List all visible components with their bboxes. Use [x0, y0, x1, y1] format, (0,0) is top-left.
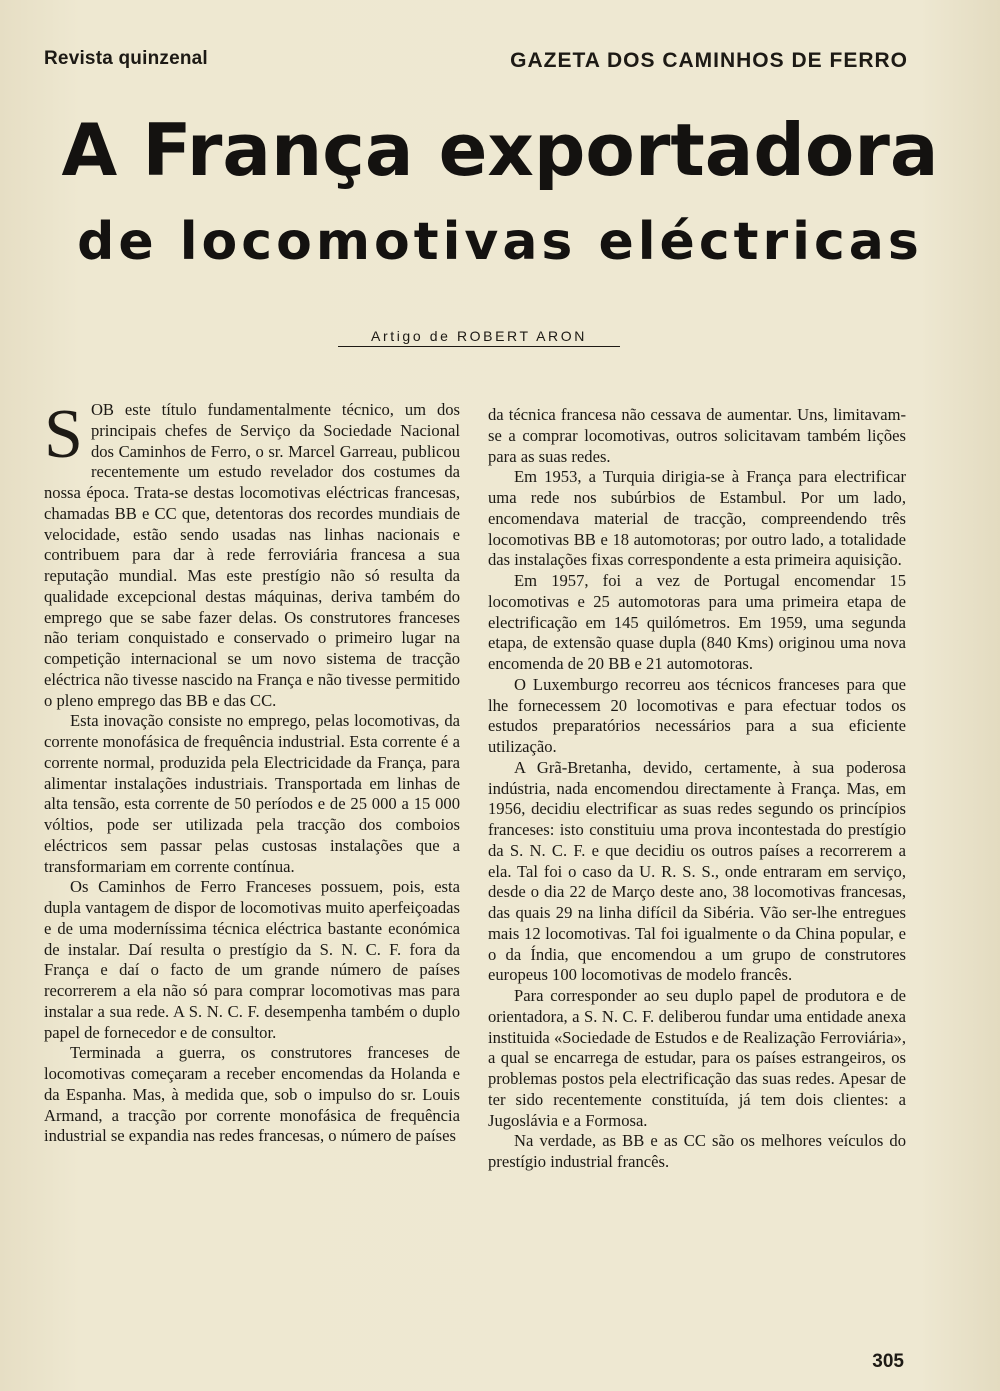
drop-cap: S	[44, 396, 83, 473]
article-paragraph: Em 1957, foi a vez de Portugal encomendar 15 locomotivas e 25 automotoras para uma primeira etapa de electrificação em 145 quilómetros. Em 1959, uma segunda etapa, de extensão quase dupla (840 Kms) originou uma nova encomenda de 20 BB e 21 automotoras.	[488, 571, 906, 673]
article-paragraph: Para corresponder ao seu duplo papel de produtora e de orientadora, a S. N. C. F. deliberou fundar uma entidade anexa instituida «Sociedade de Estudos e de Realização Ferroviária», a qual se encarrega de estudar, para os países estrangeiros, os problemas postos pela electrificação das suas redes. Apesar de ter sido recentemente constituída, já tem dois clientes: a Jugoslávia e a Formosa.	[488, 986, 906, 1130]
article-paragraph: Em 1953, a Turquia dirigia-se à França para electrificar uma rede nos subúrbios de Estambul. Por um lado, encomendava material de tracção, compreendendo três locomotivas BB e 18 automotoras; por outro lado, a totalidade das instalações fixas correspondente a esta primeira aquisição.	[488, 467, 906, 570]
paragraph-text: OB este título fundamentalmente técnico, um dos principais chefes de Serviço da Sociedade Nacional dos Caminhos de Ferro, o sr. Marcel Garreau, publicou recentemente um estudo revelador dos costumes da nossa época. Trata-se destas locomotivas eléctricas francesas, chamadas BB e CC que, detentoras dos recordes mundiais de velocidade, estão sendo usadas nas linhas nacionais e contribuem para dar à rede ferroviária francesa a sua reputação mundial. Mas este prestígio não só resulta da qualidade excepcional destas máquinas, deriva também do emprego que se sabe fazer delas. Os construtores franceses não teriam conquistado e conservado o primeiro lugar na competição internacional se um novo sistema de tracção eléctrica não tivesse nascido na França e não tivesse permitido o pleno emprego das BB e das CC.	[44, 400, 460, 710]
article-title-line-2: de locomotivas eléctricas	[77, 212, 923, 272]
publication-name: GAZETA DOS CAMINHOS DE FERRO	[510, 49, 908, 72]
article-byline: Artigo de ROBERT ARON	[338, 328, 620, 347]
article-paragraph: Esta inovação consiste no emprego, pelas locomotivas, da corrente monofásica de frequência industrial. Esta corrente é a corrente normal, produzida pela Electricidade da França, para alimentar instalações industriais. Transportada em linhas de alta tensão, esta corrente de 50 períodos e de 25 000 a 15 000 vóltios, pode ser utilizada pela tracção dos comboios eléctricos sem passar pelas custosas instalações que a transformariam em corrente contínua.	[44, 711, 460, 876]
article-title-line-1: A França exportadora	[61, 108, 939, 192]
article-paragraph: A Grã-Bretanha, devido, certamente, à sua poderosa indústria, nada encomendou directamente à França. Mas, em 1956, decidiu electrificar as suas redes segundo os princípios franceses: isto constituiu uma prova incontestada do prestígio da S. N. C. F. e que decidiu os outros países a recorrerem a ela. Tal foi o caso da U. R. S. S., onde entraram em serviço, desde o dia 22 de Março deste ano, 38 locomotivas francesas, das quais 29 na linha difícil da Sibéria. Vão ser-lhe entregues mais 12 locomotivas. Tal foi igualmente o da China popular, e o da Índia, que encomendou a um grupo de construtores europeus 100 locomotivas de modelo francês.	[488, 757, 906, 985]
article-right-column	[488, 405, 906, 1173]
publication-frequency: Revista quinzenal	[44, 48, 208, 69]
page-number: 305	[872, 1351, 904, 1372]
article-left-column	[44, 396, 460, 1147]
article-paragraph: Os Caminhos de Ferro Franceses possuem, pois, esta dupla vantagem de dispor de locomotivas muito aperfeiçoadas e de uma moderníssima técnica eléctrica bastante económica de instalar. Daí resulta o prestígio da S. N. C. F. fora da França e daí o facto de um grande número de países recorrerem a ela não só para comprar locomotivas mas para instalar a sua rede. A S. N. C. F. desempenha também o duplo papel de fornecedor e de consultor.	[44, 877, 460, 1042]
article-paragraph	[44, 396, 460, 711]
article-paragraph: Na verdade, as BB e as CC são os melhores veículos do prestígio industrial francês.	[488, 1131, 906, 1171]
article-paragraph: Terminada a guerra, os construtores franceses de locomotivas começaram a receber encomendas da Holanda e da Espanha. Mas, à medida que, sob o impulso do sr. Louis Armand, a tracção por corrente monofásica de frequência industrial se expandia nas redes francesas, o número de países	[44, 1043, 460, 1146]
article-paragraph: O Luxemburgo recorreu aos técnicos franceses para que lhe fornecessem 20 locomotivas e para efectuar todos os estudos preparatórios necessários para a sua eficiente utilização.	[488, 674, 906, 756]
article-paragraph: da técnica francesa não cessava de aumentar. Uns, limitavam-se a comprar locomotivas, outros solicitavam também lições para as suas redes.	[488, 405, 906, 466]
